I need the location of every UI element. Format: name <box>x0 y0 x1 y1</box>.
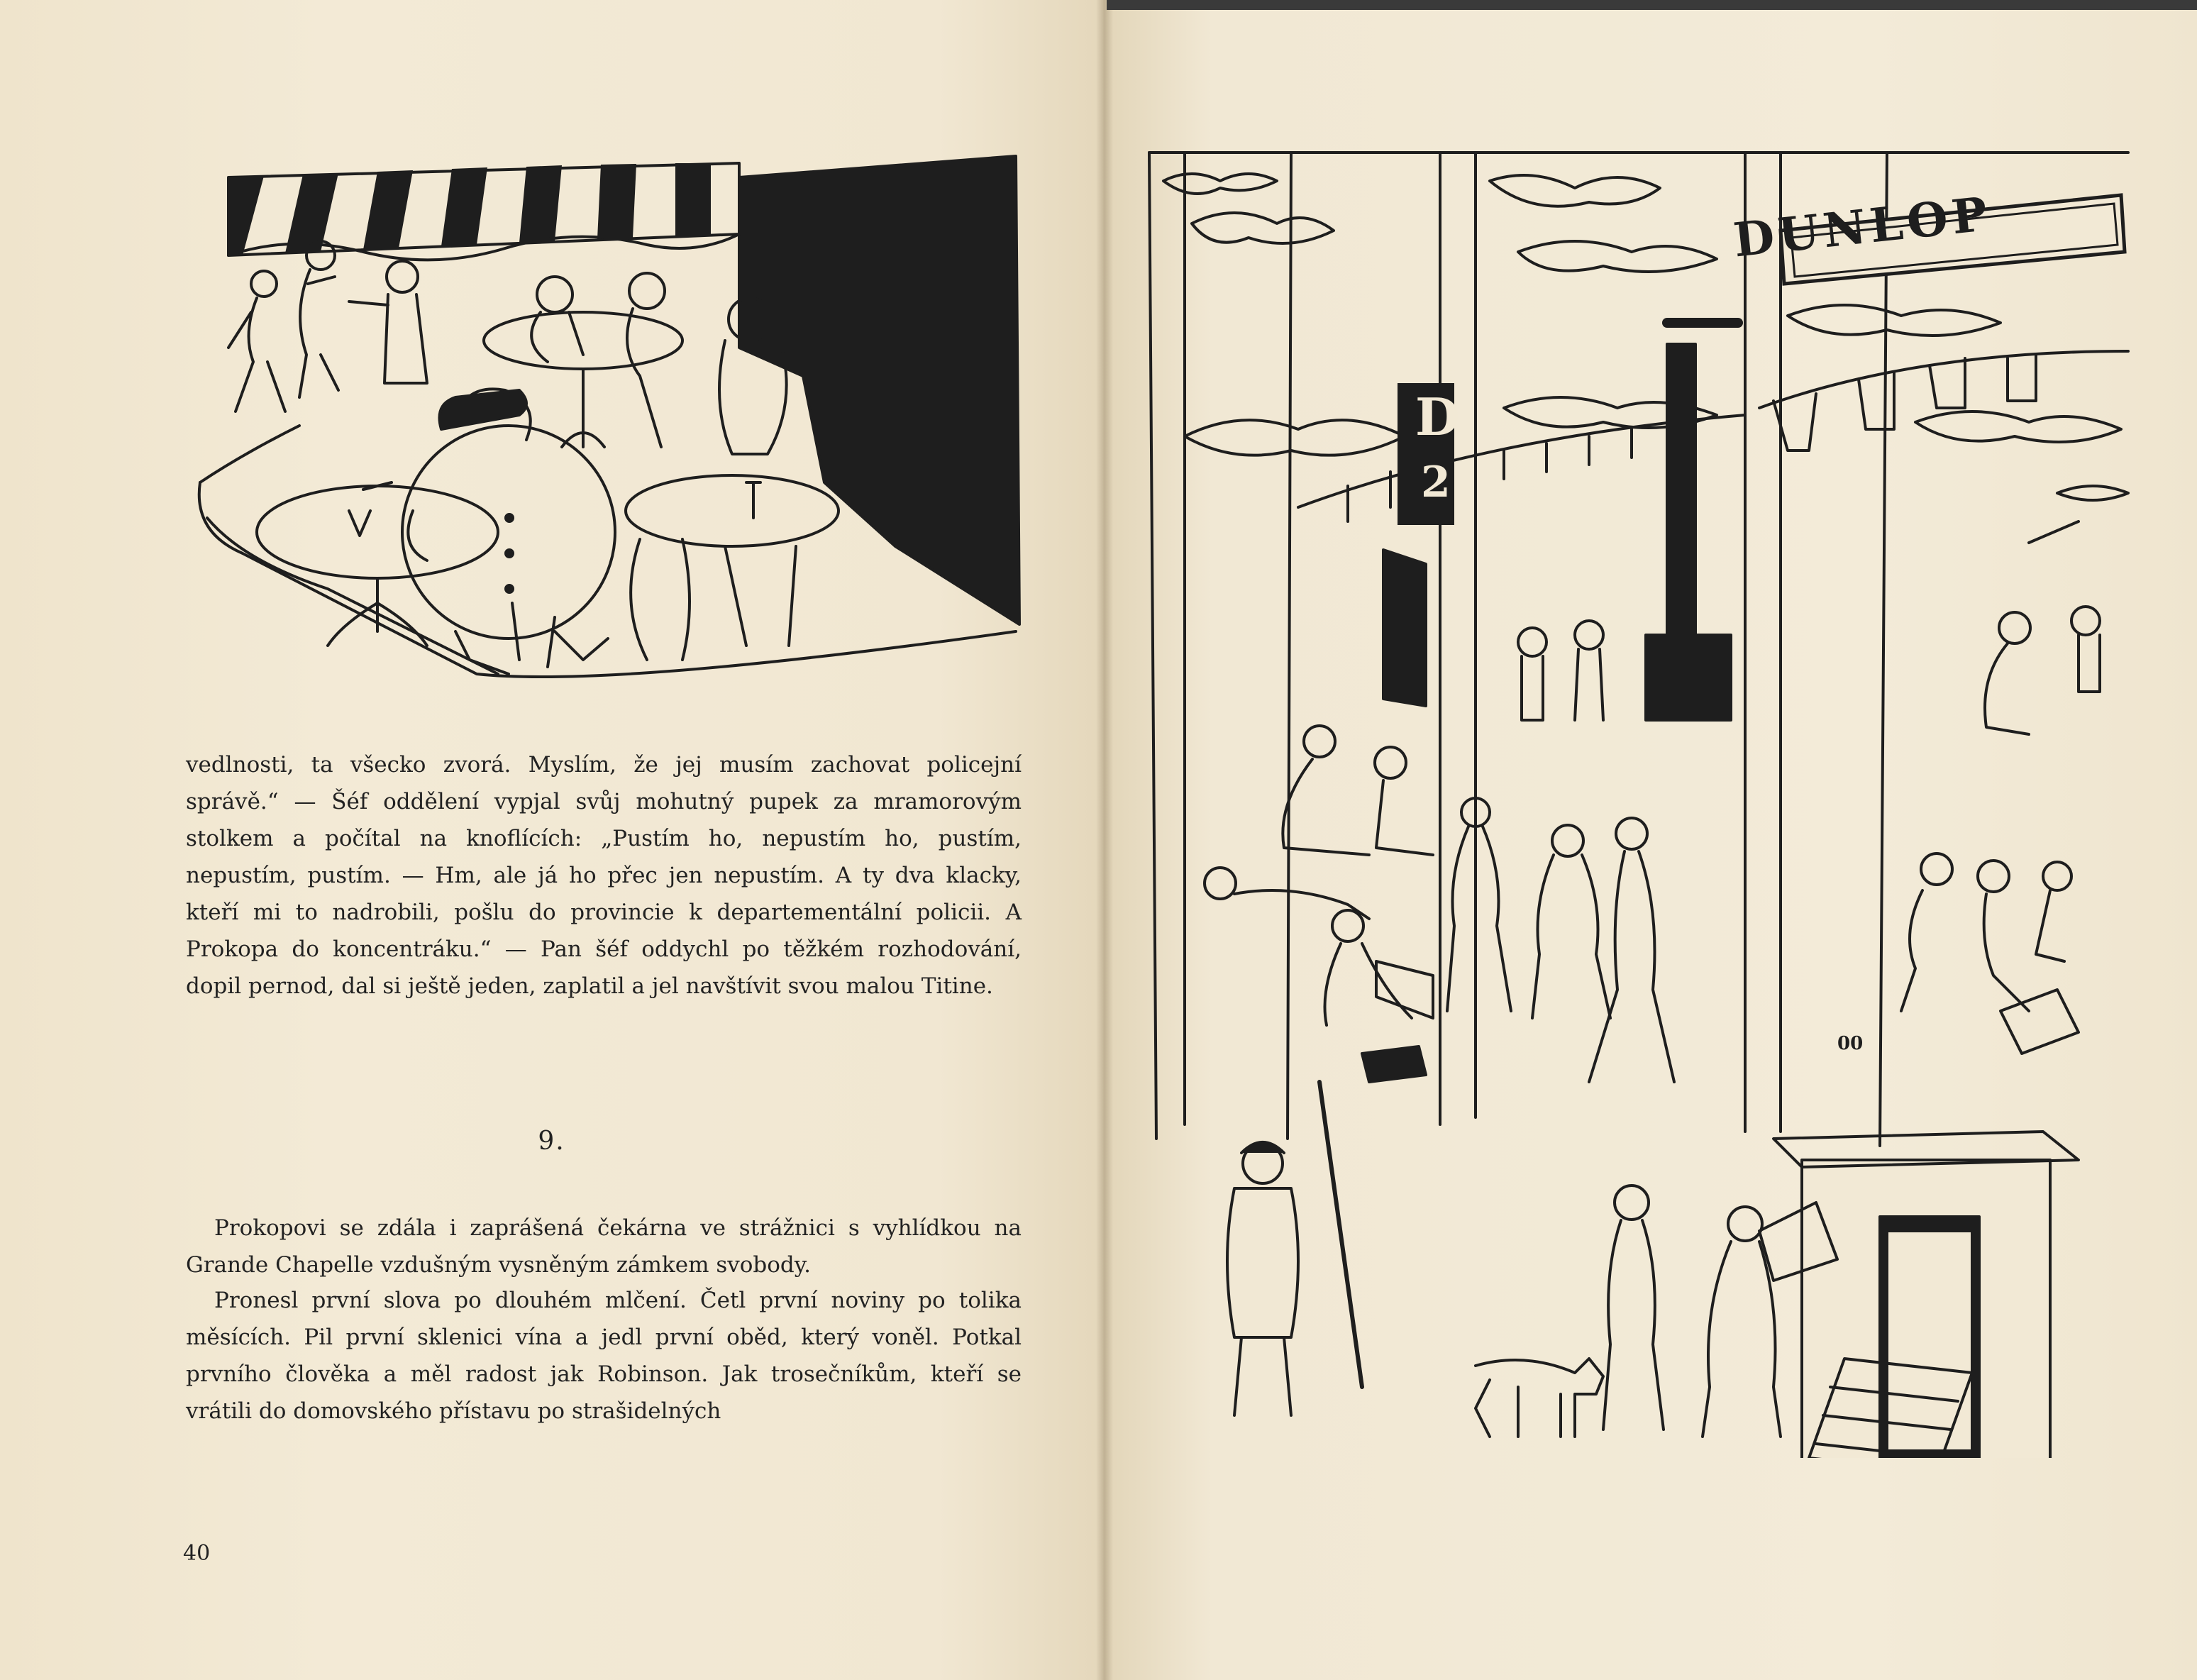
page-number: 40 <box>183 1541 211 1566</box>
body-paragraph: vedlnosti, ta všecko zvorá. Myslím, že jej musím zachovat policejní správě.“ — Šéf oddělení vypjal svůj mohutný pupek za mramorovým stolkem a počítal na knoflících: „Pustím ho, nepustím ho, pustím, nepustím, pustím. — Hm, ale já ho přec jen nepustím. A ty dva klacky, kteří mi to nadrobili, pošlu do provincie k departementální policii. A Prokopa do koncentráku.“ — Pan šéf oddychl po těžkém rozhodování, dopil pernod, dal si ještě jeden, zaplatil a jel navštívit svou malou Titine. <box>186 752 1022 999</box>
body-paragraph: Pronesl první slova po dlouhém mlčení. Četl první noviny po tolika měsících. Pil první sklenici vína a jedl první oběd, který voněl. Potkal prvního člověka a měl radost jak Robinson. Jak trosečníkům, kteří se vrátili do domovského přístavu po strašidelných <box>186 1288 1022 1424</box>
camp-illustration <box>1135 138 2135 1458</box>
book-gutter <box>1096 0 1113 1680</box>
cafe-illustration <box>186 149 1037 688</box>
dark-edge <box>1107 0 2197 10</box>
outhouse-label: 00 <box>1837 1033 1864 1054</box>
d2-sign-letter: D <box>1415 387 1460 447</box>
dunlop-sign-label: DUNLOP <box>1731 185 1994 268</box>
chapter-number: 9. <box>538 1127 565 1156</box>
body-paragraph: Prokopovi se zdála i zaprášená čekárna ve strážnici s vyhlídkou na Grande Chapelle vzdušným vysněným zámkem svobody. <box>186 1215 1022 1278</box>
d2-sign-digit: 2 <box>1421 458 1451 507</box>
